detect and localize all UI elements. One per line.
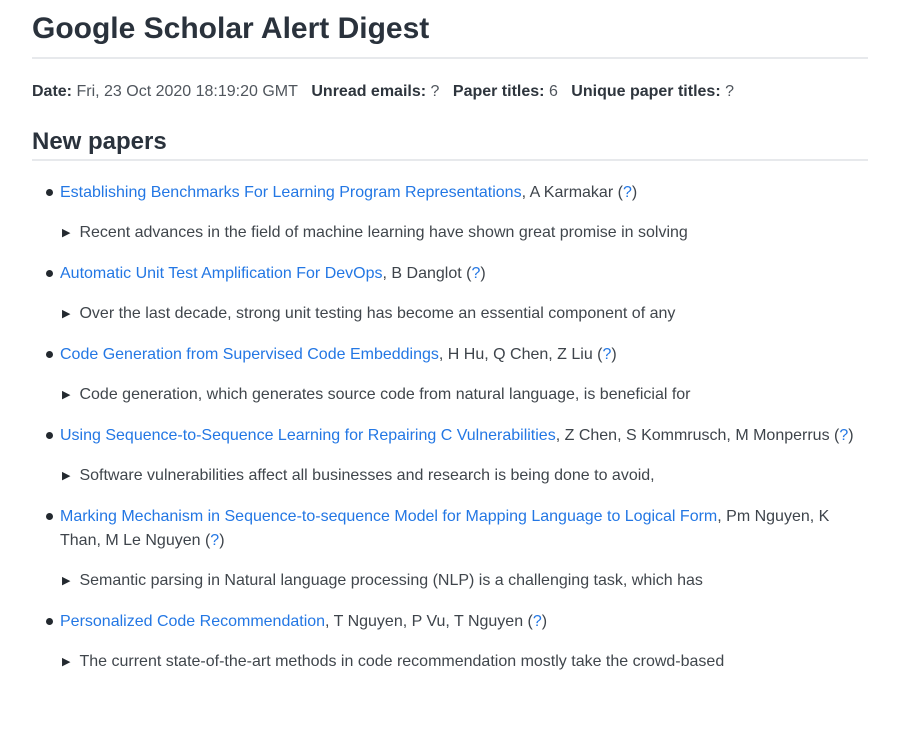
authors-text: , T Nguyen, P Vu, T Nguyen ( xyxy=(325,613,533,631)
abstract-details[interactable] xyxy=(60,302,868,327)
abstract-details[interactable] xyxy=(60,650,868,675)
question-mark-link[interactable]: ? xyxy=(532,613,542,631)
authors-text: , B Danglot ( xyxy=(382,265,472,283)
paper-item xyxy=(32,610,868,675)
meta-label-paper-titles: Paper titles: xyxy=(452,82,545,100)
paper-title-link[interactable]: Personalized Code Recommendation xyxy=(60,613,326,631)
disclosure-triangle-icon: ▶ xyxy=(62,575,71,588)
authors-close-paren: ) xyxy=(848,427,854,445)
page-title: Google Scholar Alert Digest xyxy=(32,12,430,45)
abstract-details[interactable] xyxy=(60,464,868,489)
meta-label-unique-titles: Unique paper titles: xyxy=(571,82,721,100)
question-mark-link[interactable]: ? xyxy=(839,427,849,445)
abstract-summary[interactable] xyxy=(60,302,868,327)
bullet-icon xyxy=(46,270,53,277)
abstract-summary[interactable] xyxy=(60,221,868,246)
meta-label-unread: Unread emails: xyxy=(311,82,427,100)
abstract-text: Software vulnerabilities affect all businesses and research is being done to avoid, xyxy=(79,467,655,485)
authors-text: , H Hu, Q Chen, Z Liu ( xyxy=(438,346,603,364)
bullet-icon xyxy=(46,432,53,439)
paper-authors xyxy=(556,427,854,444)
abstract-details[interactable] xyxy=(60,569,868,594)
paper-authors xyxy=(383,265,486,282)
papers-list xyxy=(32,181,868,675)
meta-value-unread: ? xyxy=(430,82,440,100)
abstract-summary[interactable] xyxy=(60,383,868,408)
meta-label-date: Date: xyxy=(32,82,73,100)
authors-close-paren: ) xyxy=(480,265,486,283)
disclosure-triangle-icon: ▶ xyxy=(62,389,71,402)
paper-title-link[interactable]: Marking Mechanism in Sequence-to-sequence Model for Mapping Language to Logical Form xyxy=(60,508,718,526)
meta-value-paper-titles: 6 xyxy=(548,82,558,100)
abstract-text: The current state-of-the-art methods in code recommendation mostly take the crowd-based xyxy=(79,653,725,671)
authors-close-paren: ) xyxy=(219,532,225,550)
meta-line xyxy=(32,80,868,104)
authors-close-paren: ) xyxy=(611,346,617,364)
bullet-icon xyxy=(46,189,53,196)
authors-close-paren: ) xyxy=(631,184,638,202)
abstract-details[interactable] xyxy=(60,383,868,408)
paper-title-link[interactable]: Automatic Unit Test Amplification For DevOps xyxy=(60,265,383,283)
bullet-icon xyxy=(46,513,53,520)
abstract-summary[interactable] xyxy=(60,569,868,594)
question-mark-link[interactable]: ? xyxy=(622,184,632,202)
abstract-text: Code generation, which generates source code from natural language, is beneficial for xyxy=(79,386,691,404)
abstract-text: Recent advances in the field of machine learning have shown great promise in solving xyxy=(79,224,688,242)
disclosure-triangle-icon: ▶ xyxy=(62,227,71,240)
paper-title-link[interactable]: Code Generation from Supervised Code Embeddings xyxy=(60,346,439,364)
authors-close-paren: ) xyxy=(541,613,548,631)
abstract-summary[interactable] xyxy=(60,650,868,675)
abstract-summary[interactable] xyxy=(60,464,868,489)
question-mark-link[interactable]: ? xyxy=(471,265,481,283)
disclosure-triangle-icon: ▶ xyxy=(62,470,71,483)
authors-text: , Z Chen, S Kommrusch, M Monperrus ( xyxy=(555,427,840,445)
meta-value-unique-titles: ? xyxy=(725,82,735,100)
abstract-text: Over the last decade, strong unit testing has become an essential component of any xyxy=(79,305,676,323)
paper-title-link[interactable]: Establishing Benchmarks For Learning Program Representations xyxy=(60,184,522,202)
paper-item xyxy=(32,505,868,594)
section-divider xyxy=(32,159,868,161)
paper-authors xyxy=(439,346,617,363)
bullet-icon xyxy=(46,618,53,625)
question-mark-link[interactable]: ? xyxy=(602,346,612,364)
title-divider xyxy=(32,57,868,59)
disclosure-triangle-icon: ▶ xyxy=(62,656,71,669)
paper-item xyxy=(32,262,868,327)
authors-text: , A Karmakar ( xyxy=(521,184,623,202)
paper-item xyxy=(32,181,868,246)
abstract-details[interactable] xyxy=(60,221,868,246)
meta-value-date: Fri, 23 Oct 2020 18:19:20 GMT xyxy=(76,82,298,100)
paper-authors xyxy=(522,184,638,201)
paper-item xyxy=(32,424,868,489)
paper-item xyxy=(32,343,868,408)
disclosure-triangle-icon: ▶ xyxy=(62,308,71,321)
section-title-new-papers: New papers xyxy=(32,127,167,155)
question-mark-link[interactable]: ? xyxy=(210,532,220,550)
abstract-text: Semantic parsing in Natural language processing (NLP) is a challenging task, which has xyxy=(79,572,703,590)
paper-title-link[interactable]: Using Sequence-to-Sequence Learning for Repairing C Vulnerabilities xyxy=(60,427,556,445)
paper-authors xyxy=(325,613,547,630)
bullet-icon xyxy=(46,351,53,358)
authors-text: , Pm Nguyen, K Than, M Le Nguyen ( xyxy=(60,508,830,550)
